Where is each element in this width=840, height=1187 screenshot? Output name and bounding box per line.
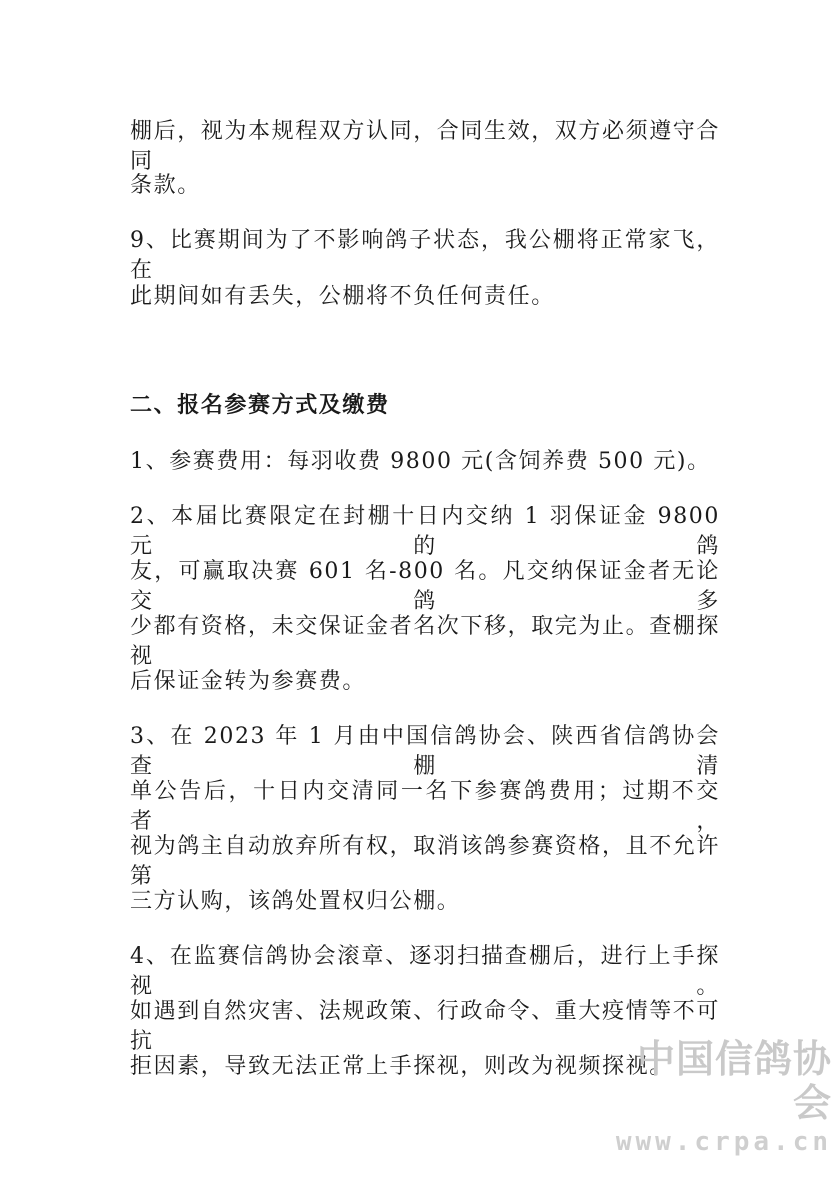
paragraph-line: 9、比赛期间为了不影响鸽子状态，我公棚将正常家飞，在 — [130, 228, 720, 283]
paragraph-line: 4、在监赛信鸽协会滚章、逐羽扫描查棚后，进行上手探视。 — [130, 944, 720, 999]
paragraph-line: 1、参赛费用：每羽收费 9800 元(含饲养费 500 元)。 — [130, 449, 711, 474]
paragraph-line: 三方认购，该鸽处置权归公棚。 — [130, 889, 461, 914]
paragraph-line: 少都有资格，未交保证金者名次下移，取完为止。查棚探视 — [130, 614, 721, 669]
watermark-name: 中国信鸽协会 — [636, 1037, 832, 1125]
paragraph-line: 单公告后，十日内交清同一名下参赛鸽费用；过期不交者， — [130, 779, 720, 834]
paragraph-line: 3、在 2023 年 1 月由中国信鸽协会、陕西省信鸽协会查棚清 — [130, 724, 720, 779]
paragraph-line: 拒因素，导致无法正常上手探视，则改为视频探视。 — [130, 1054, 673, 1079]
paragraph-line: 棚后，视为本规程双方认同，合同生效，双方必须遵守合同 — [130, 119, 721, 174]
paragraph-line: 友，可赢取决赛 601 名-800 名。凡交纳保证金者无论交鸽多 — [130, 559, 720, 614]
watermark — [602, 1037, 832, 1157]
watermark-url: www.crpa.cn — [615, 1127, 832, 1157]
paragraph-line: 视为鸽主自动放弃所有权，取消该鸽参赛资格，且不允许第 — [130, 834, 721, 889]
paragraph-line: 如遇到自然灾害、法规政策、行政命令、重大疫情等不可抗 — [130, 999, 721, 1054]
paragraph-line: 条款。 — [130, 173, 201, 198]
paragraph-line: 此期间如有丢失，公棚将不负任何责任。 — [130, 284, 555, 309]
paragraph-line: 2、本届比赛限定在封棚十日内交纳 1 羽保证金 9800 元的鸽 — [130, 504, 720, 559]
paragraph-line: 后保证金转为参赛费。 — [130, 669, 367, 694]
section-heading: 二、报名参赛方式及缴费 — [130, 393, 390, 418]
